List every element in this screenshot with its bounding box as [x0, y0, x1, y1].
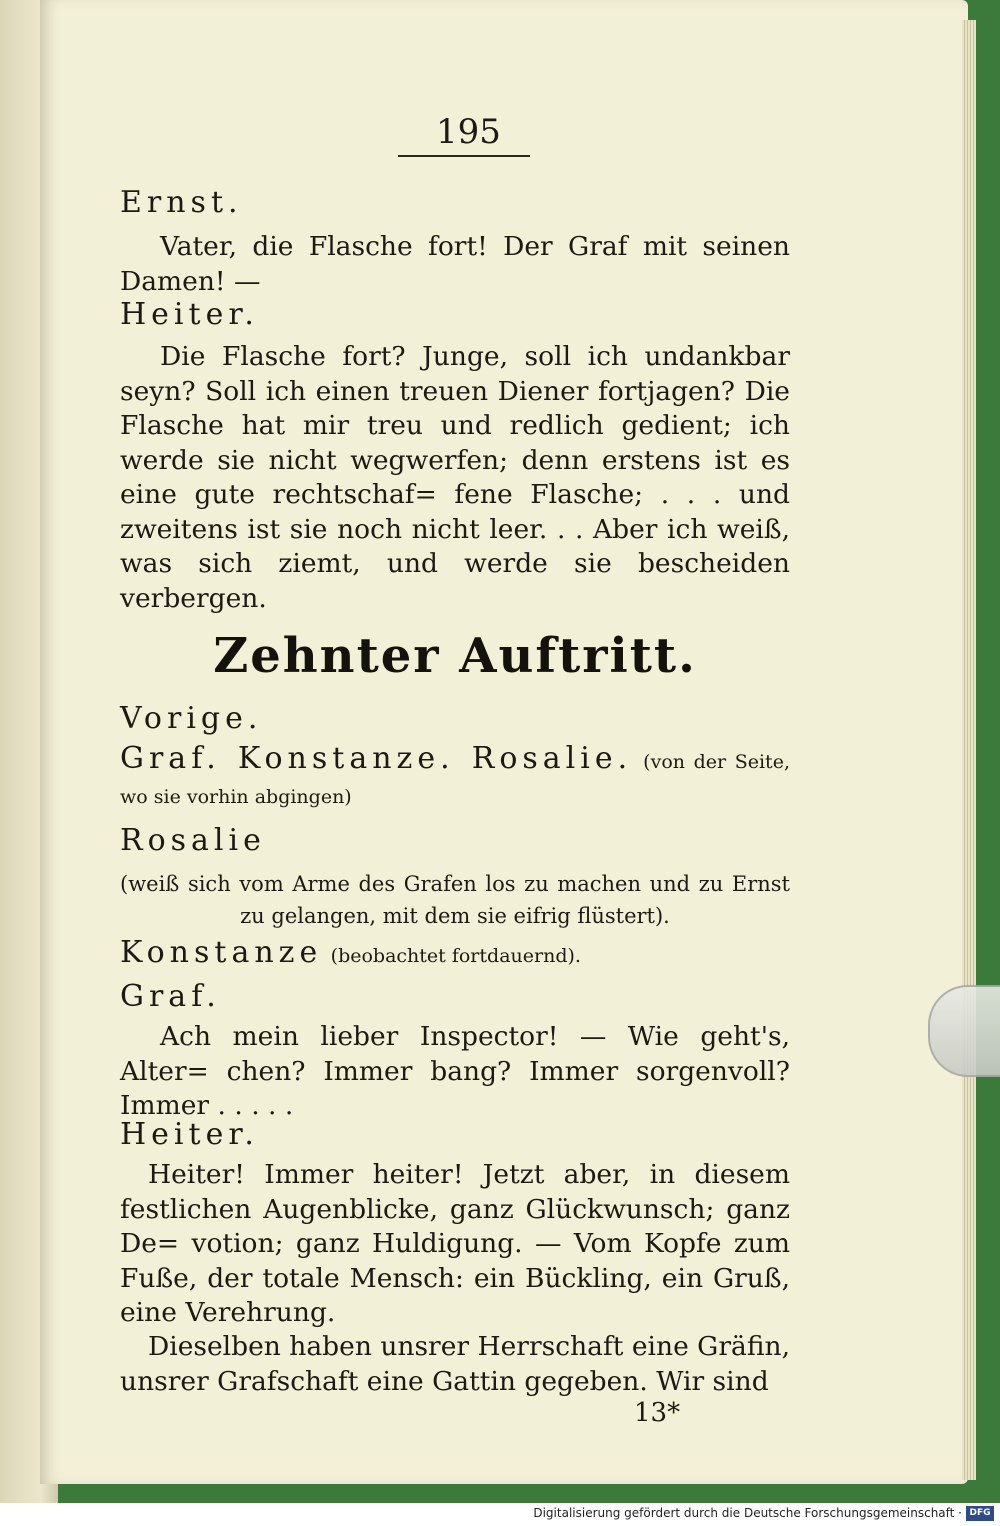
scene-heading: Zehnter Auftritt. — [213, 628, 697, 684]
speech-heiter: Die Flasche fort? Junge, soll ich undankbar seyn? Soll ich einen treuen Diener fortjagen? Die Flasche hat mir treu und redlich gedient; ich werde sie nicht wegwerfen; denn erstens ist es eine gute rechtschaf= fene Flasche; . . . und zweitens ist sie noch nicht leer. . . Aber ich weiß, was sich ziemt, und werde sie bescheiden verbergen. — [120, 341, 790, 614]
speaker-heiter-2: Heiter. — [120, 1117, 259, 1152]
entrance-line: Graf. Konstanze. Rosalie. (von der Seite, wo sie vorhin abgingen) — [120, 741, 790, 808]
vorige-line: Vorige. — [120, 701, 263, 736]
page-stack-edge — [962, 20, 976, 1480]
page-number: 195 — [436, 112, 501, 152]
footer-bar — [0, 1503, 1000, 1526]
header-rule — [398, 155, 530, 157]
dfg-logo: DFG — [966, 1506, 994, 1521]
speaker-ernst: Ernst. — [120, 185, 243, 220]
speaker-rosalie: Rosalie — [120, 823, 266, 858]
speech-graf: Ach mein lieber Inspector! — Wie geht's, Alter= chen? Immer bang? Immer sorgenvoll? Immer . . . . . — [120, 1021, 790, 1121]
signature-mark: 13* — [634, 1398, 681, 1428]
speech-ernst: Vater, die Flasche fort! Der Graf mit seinen Damen! — — [120, 231, 790, 297]
direction-rosalie: (weiß sich vom Arme des Grafen los zu machen und zu Ernst zu gelangen, mit dem sie eifrig flüstert). — [120, 872, 790, 928]
speaker-graf: Graf. — [120, 979, 221, 1014]
page-clip-tab — [928, 985, 1000, 1077]
konstanze-line: Konstanze (beobachtet fortdauernd). — [120, 935, 581, 970]
speech-heiter-2a: Heiter! Immer heiter! Jetzt aber, in diesem festlichen Augenblicke, ganz Glückwunsch; ganz De= votion; ganz Huldigung. — Vom Kopfe zum Fuße, der totale Mensch: ein Bückling, ein Gruß, eine Verehrung. — [120, 1159, 790, 1328]
speaker-heiter: Heiter. — [120, 297, 259, 332]
speech-heiter-2b: Dieselben haben unsrer Herrschaft eine Gräfin, unsrer Grafschaft eine Gattin gegeben. Wir sind — [120, 1331, 790, 1397]
footer-credit: Digitalisierung gefördert durch die Deutsche Forschungsgemeinschaft · — [533, 1506, 962, 1520]
